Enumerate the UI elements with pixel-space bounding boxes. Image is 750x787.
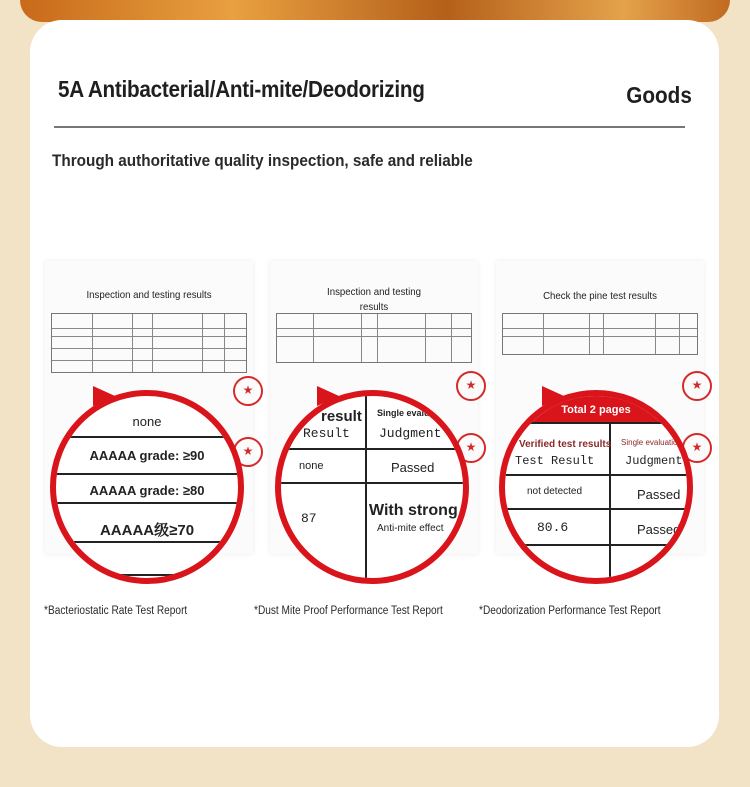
zoom-header-result: Test Result xyxy=(515,454,595,468)
zoom-magnifier xyxy=(499,390,693,584)
zoom-page-label: Total 2 pages xyxy=(561,404,631,416)
zoom-row2-judgment: With strong xyxy=(369,502,458,519)
report-table-thumbnail xyxy=(502,313,698,355)
page-title: 5A Antibacterial/Anti-mite/Deodorizing xyxy=(58,76,425,102)
zoom-row2-result: 87 xyxy=(301,511,317,526)
report-title: Check the pine test results xyxy=(543,290,657,302)
zoom-header-result: Result xyxy=(303,426,350,441)
zoom-header-judgment: Judgment xyxy=(625,454,683,468)
zoom-magnifier xyxy=(50,390,244,584)
zoom-row-2: AAAAA grade: ≥90 xyxy=(89,448,205,463)
subtitle: Through authoritative quality inspection, safe and reliable xyxy=(52,151,473,170)
zoom-row2-result: 80.6 xyxy=(537,520,569,535)
goods-label: Goods xyxy=(626,82,692,108)
zoom-header-result-overlay: result xyxy=(321,408,362,425)
zoom-row2-note: Anti-mite effect xyxy=(377,523,444,534)
zoom-row-3: AAAAA grade: ≥80 xyxy=(89,483,205,498)
seal-stamp-icon xyxy=(456,371,486,401)
zoom-row2-judgment: Passed xyxy=(637,522,681,537)
zoom-header-judgment-overlay: Single evaluation xyxy=(621,438,682,447)
report-table-thumbnail xyxy=(276,313,472,363)
zoom-row1-judgment: Passed xyxy=(637,487,681,502)
decorative-banner xyxy=(20,0,730,22)
seal-stamp-icon xyxy=(233,376,263,406)
zoom-row-1: none xyxy=(132,414,162,429)
report-caption: *Deodorization Performance Test Report xyxy=(479,605,661,617)
report-title: Inspection and testing results xyxy=(86,289,212,301)
report-title: Inspection and testing results xyxy=(327,286,421,313)
report-caption: *Bacteriostatic Rate Test Report xyxy=(44,605,188,617)
title-divider xyxy=(54,126,685,128)
zoom-row1-result: none xyxy=(299,460,324,472)
zoom-row-4: AAAAA级≥70 xyxy=(99,522,195,539)
zoom-magnifier xyxy=(275,390,469,584)
zoom-row1-result: not detected xyxy=(527,486,583,497)
zoom-header-judgment: Judgment xyxy=(379,426,442,441)
zoom-header-result-overlay: Verified test results xyxy=(519,439,612,450)
zoom-row1-judgment: Passed xyxy=(391,460,435,475)
zoom-header-judgment-overlay: Single evaluation xyxy=(377,408,452,418)
report-caption: *Dust Mite Proof Performance Test Report xyxy=(254,605,443,617)
report-table-thumbnail xyxy=(51,313,247,373)
